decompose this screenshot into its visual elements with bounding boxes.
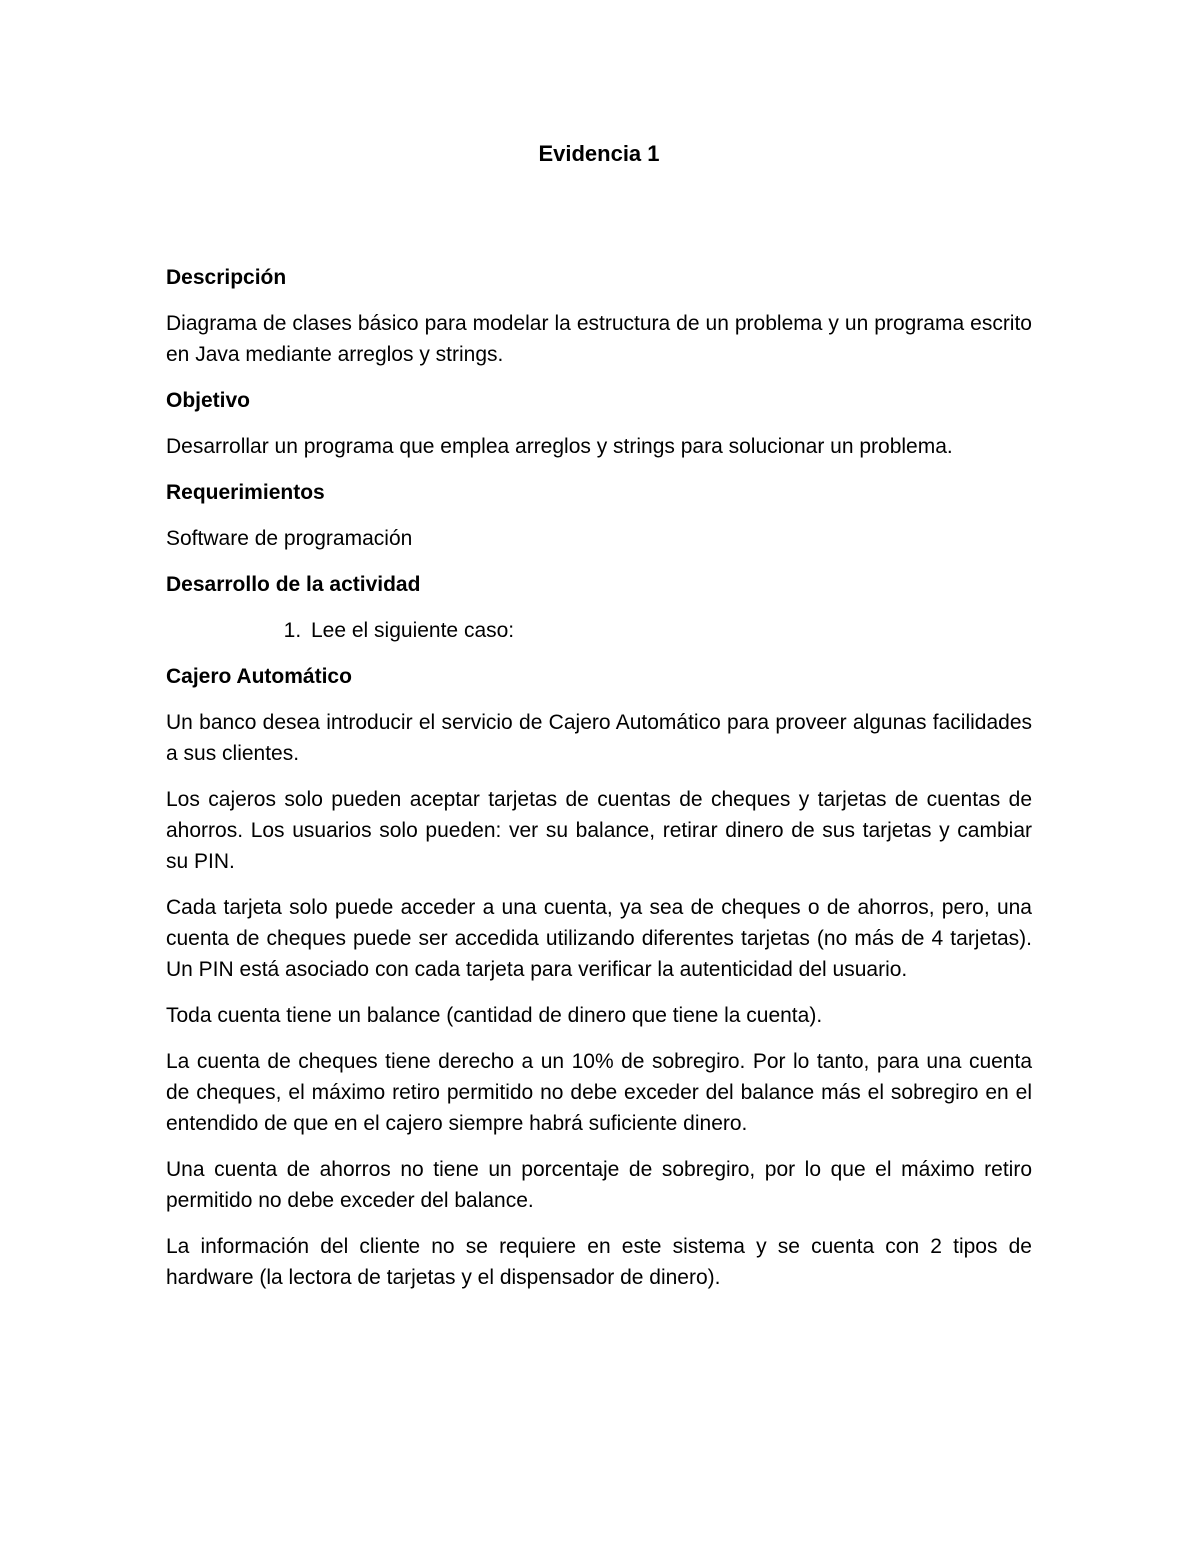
section-text-objetivo: Desarrollar un programa que emplea arreglos y strings para solucionar un problema. xyxy=(166,435,953,458)
list-item: 1. Lee el siguiente caso: xyxy=(307,615,1032,646)
document-page xyxy=(166,0,1032,1553)
section-heading-requerimientos: Requerimientos xyxy=(166,481,325,504)
case-paragraph: Un banco desea introducir el servicio de Cajero Automático para proveer algunas facilidades a sus clientes. xyxy=(166,711,1032,765)
document-title: Evidencia 1 xyxy=(538,141,660,166)
section-heading-cajero: Cajero Automático xyxy=(166,665,352,688)
case-paragraph: La información del cliente no se requiere en este sistema y se cuenta con 2 tipos de hardware (la lectora de tarjetas y el dispensador de dinero). xyxy=(166,1235,1032,1289)
document-body xyxy=(166,262,1032,1308)
case-paragraph: Cada tarjeta solo puede acceder a una cuenta, ya sea de cheques o de ahorros, pero, una cuenta de cheques puede ser accedida utilizando diferentes tarjetas (no más de 4 tarjetas). Un PIN está asociado con cada tarjeta para verificar la autenticidad del usuario. xyxy=(166,896,1032,981)
section-heading-descripcion: Descripción xyxy=(166,266,287,289)
section-text-requerimientos: Software de programación xyxy=(166,527,413,550)
case-paragraph: La cuenta de cheques tiene derecho a un 10% de sobregiro. Por lo tanto, para una cuenta de cheques, el máximo retiro permitido no debe exceder del balance más el sobregiro en el entendido de que en el cajero siempre habrá suficiente dinero. xyxy=(166,1050,1032,1135)
case-paragraph: Toda cuenta tiene un balance (cantidad de dinero que tiene la cuenta). xyxy=(166,1004,823,1027)
section-heading-objetivo: Objetivo xyxy=(166,389,251,412)
activity-steps-list xyxy=(166,615,1032,646)
case-paragraph: Los cajeros solo pueden aceptar tarjetas de cuentas de cheques y tarjetas de cuentas de ahorros. Los usuarios solo pueden: ver su balance, retirar dinero de sus tarjetas y cambiar su PIN. xyxy=(166,788,1032,873)
section-heading-desarrollo: Desarrollo de la actividad xyxy=(166,573,421,596)
section-text-descripcion: Diagrama de clases básico para modelar la estructura de un problema y un programa escrito en Java mediante arreglos y strings. xyxy=(166,312,1032,366)
case-paragraph: Una cuenta de ahorros no tiene un porcentaje de sobregiro, por lo que el máximo retiro permitido no debe exceder del balance. xyxy=(166,1158,1032,1212)
